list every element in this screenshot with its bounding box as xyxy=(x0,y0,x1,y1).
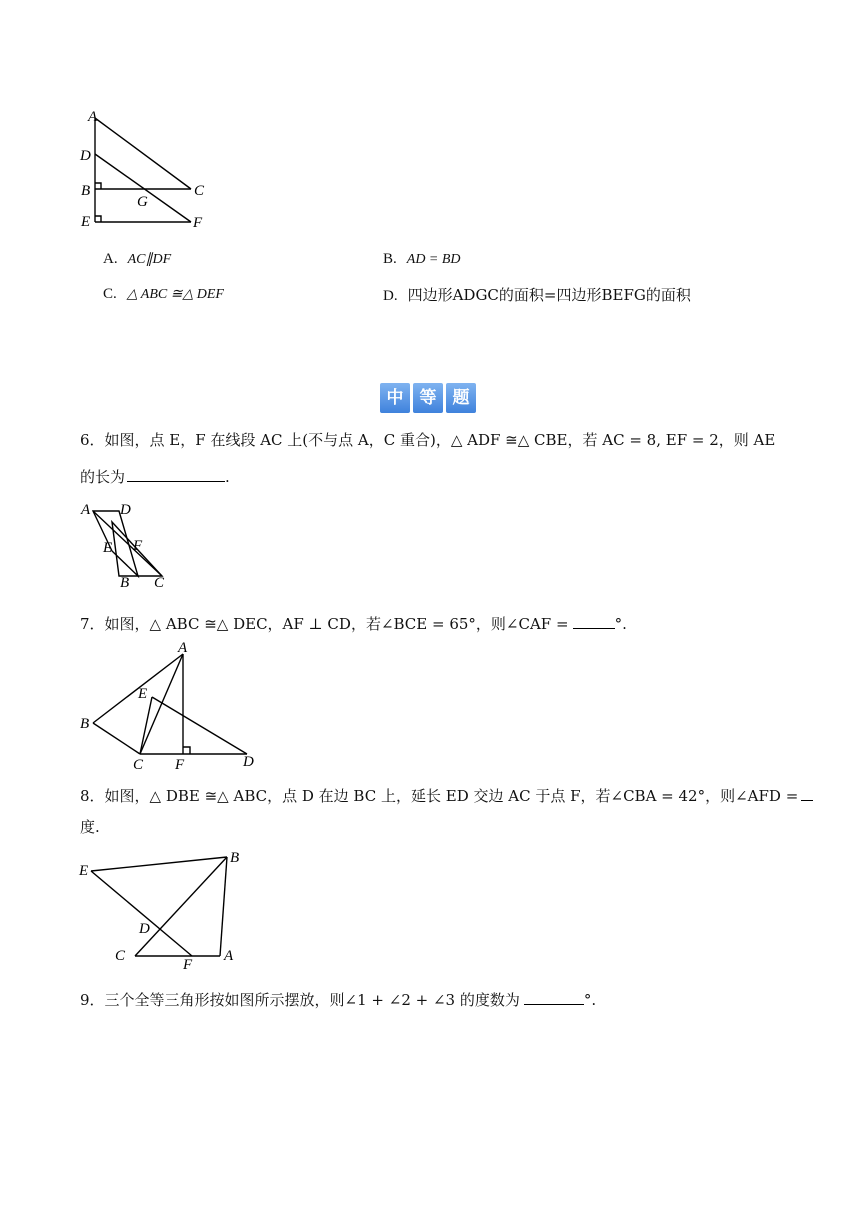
q8-text-line2: 度. xyxy=(80,818,100,836)
q8-line-EF xyxy=(91,871,192,956)
q6-label-F: F xyxy=(133,538,143,554)
q7-line-BC xyxy=(93,723,140,754)
q7-line-CA xyxy=(140,654,183,754)
q7-label-B: B xyxy=(80,716,90,732)
q7-label-D: D xyxy=(243,754,254,770)
q6-label-E: E xyxy=(103,540,113,556)
q5-option-a: A. AC∥DF xyxy=(103,251,172,267)
q5-label-A: A xyxy=(88,109,98,125)
q5-option-c: C. △ ABC ≅△ DEF xyxy=(103,286,224,302)
q7-label-C: C xyxy=(133,757,144,773)
q8-line-EB xyxy=(91,857,227,871)
q6-label-C: C xyxy=(154,575,165,591)
q6-label-A: A xyxy=(81,502,91,518)
q5-label-C: C xyxy=(194,183,205,199)
q5-label-D: D xyxy=(80,148,91,164)
q5-label-F: F xyxy=(193,215,203,231)
q7-line-CE xyxy=(140,697,152,754)
q8-text-line1: 8．如图，△ DBE ≅△ ABC，点 D 在边 BC 上，延长 ED 交边 AC 于点 F，若∠CBA = 42°，则∠AFD = xyxy=(80,784,813,806)
q8-label-B: B xyxy=(230,850,240,866)
q5-label-E: E xyxy=(81,214,91,230)
q5-option-d: D. 四边形ADGC的面积=四边形BEFG的面积 xyxy=(383,286,691,304)
q7-label-A: A xyxy=(178,640,188,656)
q6-text-line2: 的长为 . xyxy=(80,465,230,487)
q5-option-b: B. AD = BD xyxy=(383,251,461,267)
q8-label-D: D xyxy=(139,921,150,937)
banner-char-3: 题 xyxy=(446,383,476,413)
q8-label-C: C xyxy=(115,948,126,964)
q5-figure xyxy=(70,100,230,240)
q5-right-angle-E xyxy=(95,216,101,222)
q7-right-angle-F xyxy=(183,747,190,754)
q8-answer-blank[interactable] xyxy=(801,784,813,801)
banner-char-1: 中 xyxy=(380,383,410,413)
q9-text: 9．三个全等三角形按如图所示摆放，则∠1 + ∠2 + ∠3 的度数为 °. xyxy=(80,988,596,1010)
q5-label-B: B xyxy=(81,183,91,199)
q7-line-ED xyxy=(152,697,247,754)
q8-label-E: E xyxy=(79,863,89,879)
q8-label-F: F xyxy=(183,957,193,973)
q9-answer-blank[interactable] xyxy=(524,988,584,1005)
q6-answer-blank[interactable] xyxy=(127,465,225,482)
q5-label-G: G xyxy=(137,194,148,210)
q8-line-BA xyxy=(220,857,227,956)
q6-figure xyxy=(75,498,175,593)
q7-label-F: F xyxy=(175,757,185,773)
q7-text: 7．如图，△ ABC ≅△ DEC，AF ⊥ CD，若∠BCE = 65°，则∠CAF = °. xyxy=(80,612,627,634)
q8-line-CB xyxy=(135,857,227,956)
q8-label-A: A xyxy=(224,948,234,964)
q7-figure xyxy=(75,640,275,775)
q7-answer-blank[interactable] xyxy=(573,612,615,629)
banner-char-2: 等 xyxy=(413,383,443,413)
q6-label-B: B xyxy=(120,575,130,591)
q6-text-line1: 6．如图，点 E，F 在线段 AC 上(不与点 A，C 重合)，△ ADF ≅△ CBE，若 AC = 8, EF = 2，则 AE xyxy=(80,431,776,449)
q5-line-AC xyxy=(95,118,191,189)
q7-label-E: E xyxy=(138,686,148,702)
q5-line-DF xyxy=(95,154,191,222)
section-banner-medium xyxy=(380,383,476,413)
q5-right-angle-B xyxy=(95,183,101,189)
q8-figure xyxy=(75,845,260,975)
q6-label-D: D xyxy=(120,502,131,518)
